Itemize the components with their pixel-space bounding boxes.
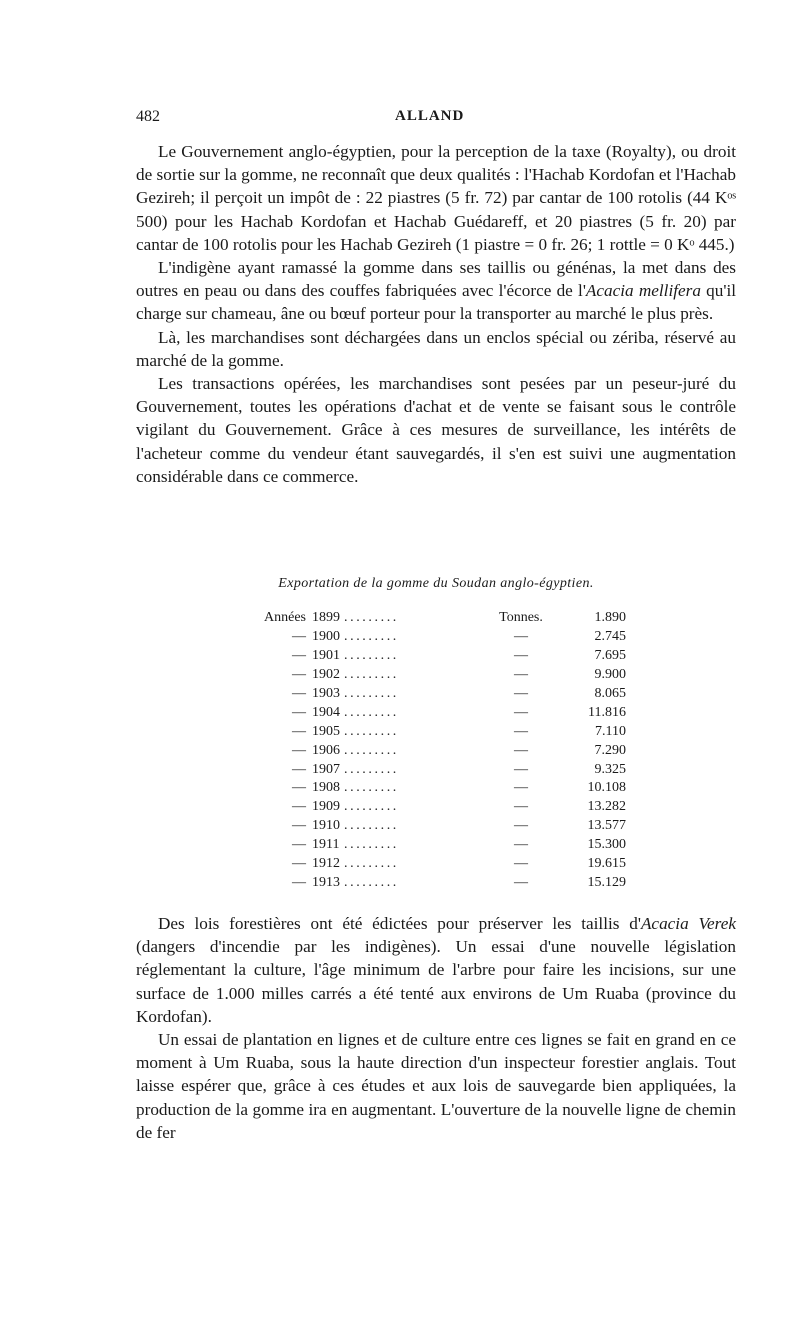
table-row (246, 798, 746, 817)
row-year: 1913 (312, 875, 340, 891)
table-row (246, 742, 746, 761)
row-label: — (292, 742, 306, 758)
row-value: 13.577 (587, 818, 626, 834)
leader-dots: ......... (344, 742, 399, 758)
row-year: 1912 (312, 856, 340, 872)
leader-dots: ......... (344, 856, 399, 872)
row-year: 1903 (312, 685, 340, 701)
row-label: — (292, 704, 306, 720)
row-year: 1907 (312, 761, 340, 777)
leader-dots: ......... (344, 628, 399, 644)
body-text-top (136, 140, 736, 488)
table-row (246, 874, 746, 893)
ditto-mark: — (514, 742, 528, 758)
row-value: 7.695 (594, 647, 626, 663)
ditto-mark: — (514, 818, 528, 834)
table-row (246, 779, 746, 798)
leader-dots: ......... (344, 704, 399, 720)
table-row (246, 817, 746, 836)
row-label: — (292, 685, 306, 701)
paragraph-plantation: Un essai de plantation en lignes et de culture entre ces lignes se fait en grand en ce moment à Um Ruaba, sous la haute direction d'un inspecteur forestier anglais. Tout laisse espérer que, grâce à ces études et aux lois de sauvegarde bien appliquées, la production de la gomme ira en augmentant. L'ouverture de la nouvelle ligne de chemin de fer (136, 1030, 736, 1142)
row-label: — (292, 799, 306, 815)
row-year: 1901 (312, 647, 340, 663)
row-value: 7.290 (594, 742, 626, 758)
row-value: 15.129 (587, 875, 626, 891)
leader-dots: ......... (344, 780, 399, 796)
row-label: — (292, 780, 306, 796)
running-title: ALLAND (395, 108, 465, 124)
species-name-acacia-mellifera: Acacia mellifera (585, 281, 701, 301)
ditto-mark: — (514, 704, 528, 720)
table-row (246, 609, 746, 628)
row-year: 1902 (312, 666, 340, 682)
row-value: 7.110 (595, 723, 626, 739)
ditto-mark: — (514, 723, 528, 739)
row-value: 8.065 (594, 685, 626, 701)
species-name-acacia-verek: Acacia Verek (640, 914, 736, 933)
row-label: — (292, 875, 306, 891)
table-row (246, 855, 746, 874)
ditto-mark: — (514, 628, 528, 644)
row-value: 15.300 (587, 837, 626, 853)
leader-dots: ......... (344, 837, 399, 853)
table-row (246, 836, 746, 855)
row-value: 19.615 (587, 856, 626, 872)
leader-dots: ......... (344, 723, 399, 739)
ditto-mark: — (514, 666, 528, 682)
row-value: 10.108 (587, 780, 626, 796)
row-value: 11.816 (588, 704, 626, 720)
row-year: 1911 (312, 837, 340, 853)
ditto-mark: — (514, 837, 528, 853)
leader-dots: ......... (344, 818, 399, 834)
paragraph-indigene-text-1: L'indigène ayant ramassé la gomme dans ses taillis ou génénas, la met dans des outres en peau ou dans des couffes fabriquées avec l'écorce de l' (136, 258, 736, 301)
row-label: — (292, 837, 306, 853)
paragraph-lois-text-1: Des lois forestières ont été édictées pour préserver les taillis d' (158, 914, 641, 933)
paragraph-lois-forestieres (136, 912, 736, 1028)
table-row (246, 666, 746, 685)
row-year: 1905 (312, 723, 340, 739)
paragraph-indigene (136, 256, 736, 326)
export-table (246, 609, 746, 893)
ditto-mark: — (514, 856, 528, 872)
leader-dots: ......... (344, 761, 399, 777)
ditto-mark: — (514, 761, 528, 777)
row-year: 1910 (312, 818, 340, 834)
leader-dots: ......... (344, 666, 399, 682)
ditto-mark: — (514, 875, 528, 891)
paragraph-royalty: Le Gouvernement anglo-égyptien, pour la perception de la taxe (Royalty), ou droit de sortie sur la gomme, ne reconnaît que deux qualités : l'Hachab Kordofan et l'Hachab Gezireh; il perçoit un impôt de : 22 piastres (5 fr. 72) par cantar de 100 rotolis (44 Kᵒˢ 500) pour les Hachab Kordofan et Hachab Guédareff, et 20 piastres (5 fr. 20) par cantar de 100 rotolis pour les Hachab Gezireh (1 piastre = 0 fr. 26; 1 rottle = 0 Kᵒ 445.) (136, 142, 736, 254)
leader-dots: ......... (344, 685, 399, 701)
table-row (246, 647, 746, 666)
table-row (246, 704, 746, 723)
row-label: — (292, 628, 306, 644)
ditto-mark: — (514, 647, 528, 663)
row-label: — (292, 666, 306, 682)
table-row (246, 761, 746, 780)
paragraph-transactions: Les transactions opérées, les marchandises sont pesées par un peseur-juré du Gouvernement, toutes les opérations d'achat et de vente se faisant sous le contrôle vigilant du Gouvernement. Grâce à ces mesures de surveillance, les intérêts de l'acheteur comme du vendeur étant sauvegardés, il s'en est suivi une augmentation considérable dans ce commerce. (136, 374, 736, 486)
row-year: 1904 (312, 704, 340, 720)
row-value: 2.745 (594, 628, 626, 644)
ditto-mark: — (514, 780, 528, 796)
table-row (246, 685, 746, 704)
row-label: Années (264, 610, 306, 625)
row-label: — (292, 723, 306, 739)
row-year: 1909 (312, 799, 340, 815)
row-value: 13.282 (587, 799, 626, 815)
body-text-bottom (136, 912, 736, 1144)
paragraph-indigene-text-2: qu'il charge sur chameau, âne ou bœuf porteur pour la transporter au marché le plus près. (136, 281, 737, 324)
unit-label: Tonnes. (499, 610, 543, 625)
page-header (0, 108, 800, 132)
leader-dots: ......... (344, 875, 399, 891)
ditto-mark: — (514, 685, 528, 701)
leader-dots: ......... (344, 610, 399, 625)
page-number: 482 (136, 108, 160, 125)
paragraph-zeriba: Là, les marchandises sont déchargées dans un enclos spécial ou zériba, réservé au marché de la gomme. (136, 327, 736, 370)
row-value: 1.890 (594, 610, 626, 625)
row-year: 1900 (312, 628, 340, 644)
row-label: — (292, 818, 306, 834)
row-year: 1908 (312, 780, 340, 796)
row-value: 9.325 (594, 761, 626, 777)
leader-dots: ......... (344, 799, 399, 815)
ditto-mark: — (514, 799, 528, 815)
leader-dots: ......... (344, 647, 399, 663)
paragraph-lois-text-2: (dangers d'incendie par les indigènes). Un essai d'une nouvelle législation réglementant la culture, l'âge minimum de l'arbre pour faire les incisions, sur une surface de 1.000 milles carrés a été tenté aux environs de Um Ruaba (province du Kordofan). (136, 937, 736, 1026)
table-row (246, 628, 746, 647)
table-row (246, 723, 746, 742)
row-year: 1899 (312, 610, 340, 625)
table-caption: Exportation de la gomme du Soudan anglo-égyptien. (278, 576, 594, 591)
row-label: — (292, 761, 306, 777)
row-label: — (292, 647, 306, 663)
row-value: 9.900 (594, 666, 626, 682)
row-label: — (292, 856, 306, 872)
row-year: 1906 (312, 742, 340, 758)
